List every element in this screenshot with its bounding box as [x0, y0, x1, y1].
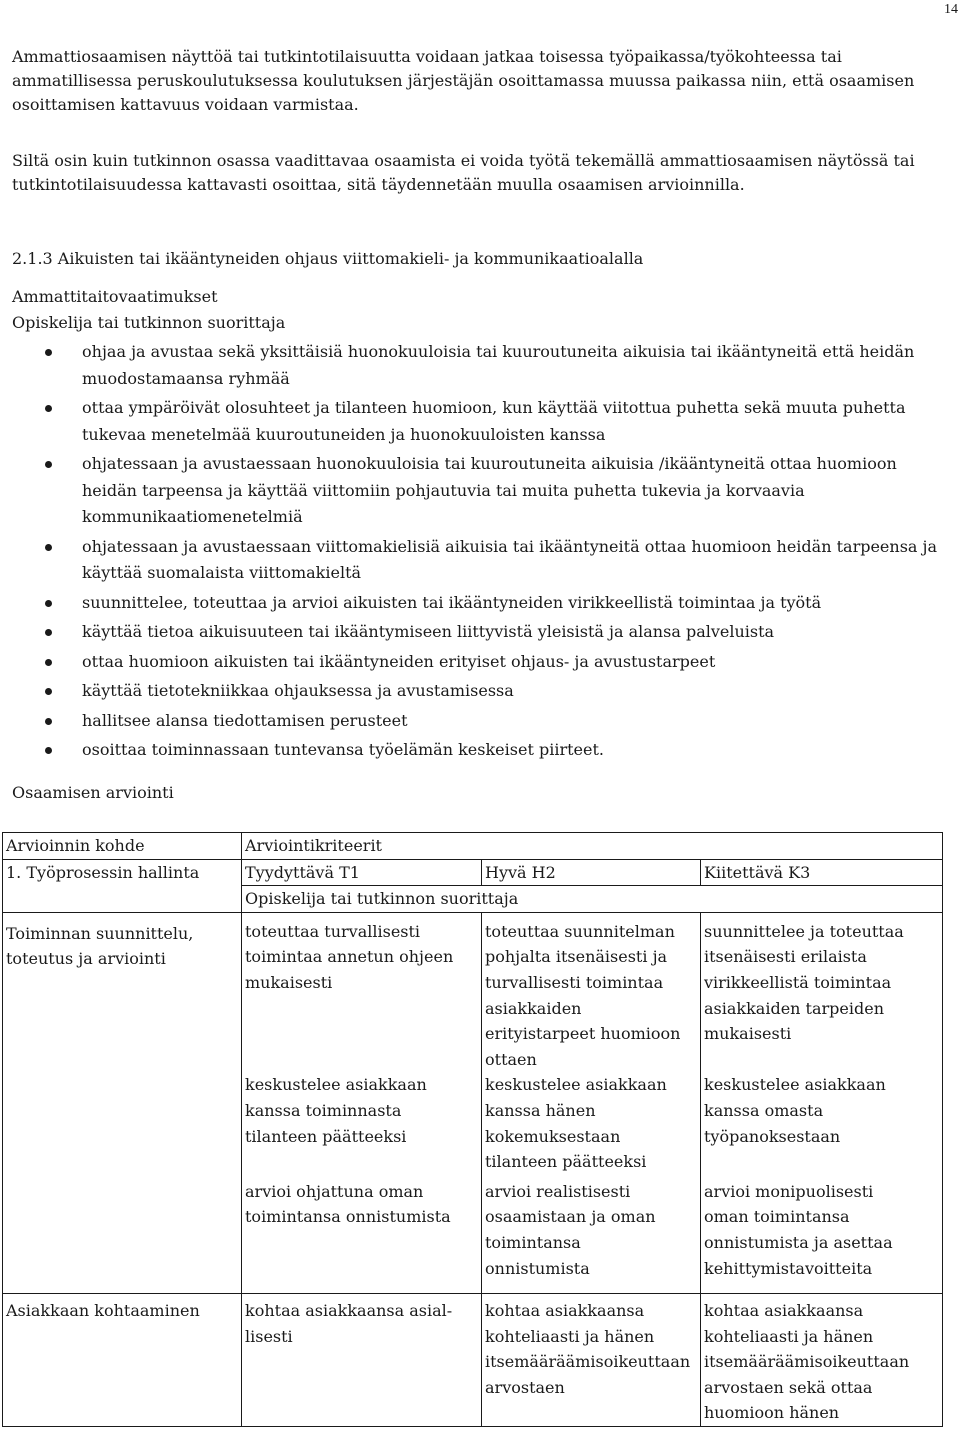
assessment-label: Osaamisen arviointi	[12, 783, 174, 802]
target-planning: Toiminnan suunnittelu, toteutus ja arviointi	[3, 912, 242, 1293]
bullet-icon	[45, 461, 52, 468]
planning-h2-b: keskustelee asiakkaan kanssa hänen kokemuksestaan tilanteen päätteeksi	[482, 1072, 701, 1174]
supplement-paragraph: Siltä osin kuin tutkinnon osassa vaadittavaa osaamista ei voida työtä tekemällä ammattiosaamisen näytössä tai tutkintotilaisuudessa kattavasti osoittaa, sitä täydennetään muulla osaamisen arvioinnilla.	[12, 151, 915, 194]
intro-paragraph: Ammattiosaamisen näyttöä tai tutkintotilaisuutta voidaan jatkaa toisessa työpaikassa/työkohteessa tai ammatillisessa peruskoulutuksessa koulutuksen järjestäjän osoittamassa muussa paikassa niin, että osaamisen osoittamisen kattavuus voidaan varmistaa.	[12, 47, 915, 114]
requirements-label: Ammattitaitovaatimukset	[12, 287, 218, 306]
planning-h2-a: toteuttaa suunnitelman pohjalta itsenäisesti ja turvallisesti toimintaa asiakkaiden erityistarpeet huomioon ottaen	[482, 912, 701, 1072]
planning-t1-b: keskustelee asiakkaan kanssa toiminnasta tilanteen päätteeksi	[242, 1072, 482, 1174]
list-item: suunnittelee, toteuttaa ja arvioi aikuisten tai ikääntyneiden virikkeellistä toimintaa ja työtä	[0, 590, 950, 617]
bullet-icon	[45, 405, 52, 412]
planning-k3-b: keskustelee asiakkaan kanssa omasta työpanoksestaan	[701, 1072, 943, 1174]
target-client: Asiakkaan kohtaaminen	[3, 1294, 242, 1427]
planning-t1-a: toteuttaa turvallisesti toimintaa annetun ohjeen mukaisesti	[242, 912, 482, 1072]
bullet-icon	[45, 659, 52, 666]
table-row	[3, 1294, 943, 1427]
bullet-icon	[45, 544, 52, 551]
client-h2: kohtaa asiakkaansa kohteliaasti ja hänen itsemääräämisoikeuttaan arvostaen	[482, 1294, 701, 1427]
header-criteria: Arviointikriteerit	[242, 833, 943, 860]
list-item: ohjatessaan ja avustaessaan viittomakielisiä aikuisia tai ikääntyneitä ottaa huomioon heidän tarpeensa ja käyttää suomalaista viittomakieltä	[0, 534, 950, 587]
planning-k3-a: suunnittelee ja toteuttaa itsenäisesti erilaista virikkeellistä toimintaa asiakkaiden tarpeiden mukaisesti	[701, 912, 943, 1072]
assessment-table	[2, 832, 943, 1427]
level-k3: Kiitettävä K3	[701, 859, 943, 886]
list-item: käyttää tietoa aikuisuuteen tai ikääntymiseen liittyvistä yleisistä ja alansa palveluista	[0, 619, 950, 646]
client-k3: kohtaa asiakkaansa kohteliaasti ja hänen itsemääräämisoikeuttaan arvostaen sekä ottaa huomioon hänen	[701, 1294, 943, 1427]
planning-h2-c: arvioi realistisesti osaamistaan ja oman toimintansa onnistumista	[482, 1175, 701, 1294]
planning-k3-c: arvioi monipuolisesti oman toimintansa onnistumista ja asettaa kehittymistavoitteita	[701, 1175, 943, 1294]
row-process: 1. Työprosessin hallinta	[3, 859, 242, 912]
list-item: käyttää tietotekniikkaa ohjauksessa ja avustamisessa	[0, 678, 950, 705]
bullet-icon	[45, 600, 52, 607]
table-row	[3, 912, 943, 1072]
list-item: hallitsee alansa tiedottamisen perusteet	[0, 708, 950, 735]
list-item: ohjaa ja avustaa sekä yksittäisiä huonokuuloisia tai kuuroutuneita aikuisia tai ikääntyneitä että heidän muodostamaansa ryhmää	[0, 339, 950, 392]
performer-label: Opiskelija tai tutkinnon suorittaja	[12, 313, 286, 332]
page-number: 14	[944, 2, 958, 17]
client-t1: kohtaa asiakkaansa asial- lisesti	[242, 1294, 482, 1427]
bullet-icon	[45, 747, 52, 754]
list-item: ohjatessaan ja avustaessaan huonokuuloisia tai kuuroutuneita aikuisia /ikääntyneitä ottaa huomioon heidän tarpeensa ja käyttää viittomiin pohjautuvia tai muita puhetta tukevia ja korvaavia kommunikaatiomenetelmiä	[0, 451, 950, 531]
bullet-icon	[45, 629, 52, 636]
performer-cell: Opiskelija tai tutkinnon suorittaja	[242, 886, 943, 913]
list-item: osoittaa toiminnassaan tuntevansa työelämän keskeiset piirteet.	[0, 737, 950, 764]
level-t1: Tyydyttävä T1	[242, 859, 482, 886]
bullet-icon	[45, 688, 52, 695]
level-h2: Hyvä H2	[482, 859, 701, 886]
list-item: ottaa ympäröivät olosuhteet ja tilanteen huomioon, kun käyttää viitottua puhetta sekä muuta puhetta tukevaa menetelmää kuuroutuneiden ja huonokuuloisten kanssa	[0, 395, 950, 448]
bullet-icon	[45, 718, 52, 725]
table-level-row	[3, 859, 943, 886]
table-header-row	[3, 833, 943, 860]
section-heading: 2.1.3 Aikuisten tai ikääntyneiden ohjaus viittomakieli- ja kommunikaatioalalla	[12, 249, 644, 268]
list-item: ottaa huomioon aikuisten tai ikääntyneiden erityiset ohjaus- ja avustustarpeet	[0, 649, 950, 676]
requirements-list	[0, 339, 950, 767]
planning-t1-c: arvioi ohjattuna oman toimintansa onnistumista	[242, 1175, 482, 1294]
header-target: Arvioinnin kohde	[3, 833, 242, 860]
bullet-icon	[45, 349, 52, 356]
